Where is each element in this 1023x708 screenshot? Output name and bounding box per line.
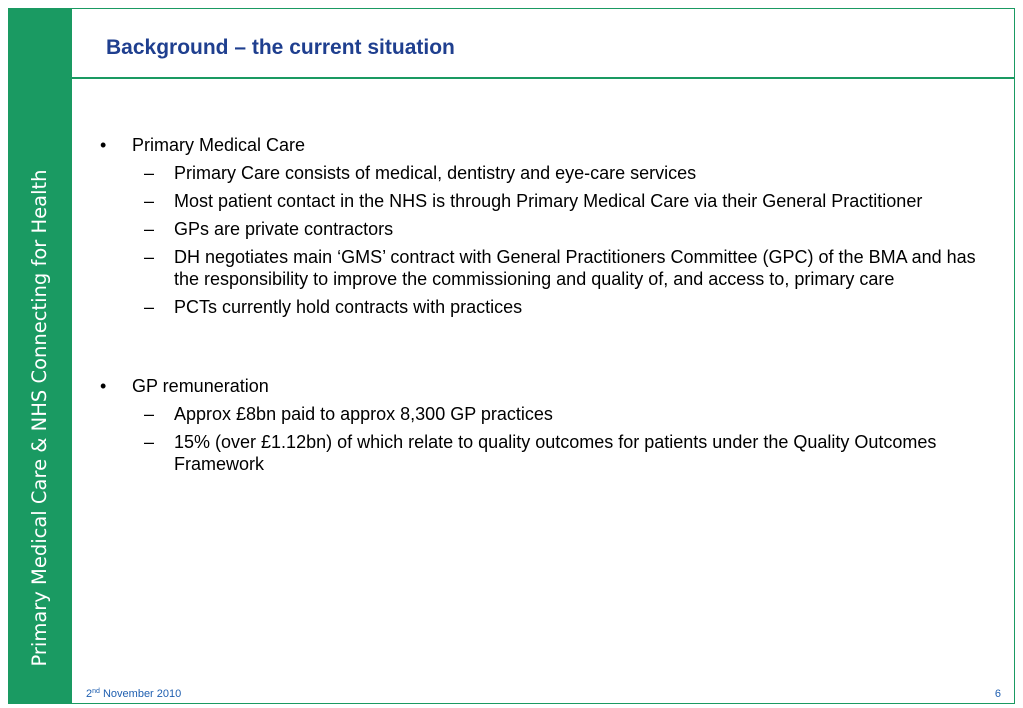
dash-marker: – [144,432,155,452]
bullet-list [100,134,1000,475]
dash-marker: – [144,163,155,183]
title-divider [72,77,1015,79]
dash-marker: – [144,297,155,317]
bullet-marker: • [100,135,107,155]
sub-bullet-item [100,218,1000,240]
page-number: 6 [994,688,1001,700]
sub-bullet-item [100,403,1000,425]
sub-bullet-item [100,296,1000,318]
sidebar-label: Primary Medical Care & NHS Connecting for Health [28,169,51,667]
footer-date [86,688,181,700]
list-spacer [100,318,1000,375]
dash-marker: – [144,247,155,267]
sub-bullet-text: 15% (over £1.12bn) of which relate to quality outcomes for patients under the Quality Outcomes Framework [174,432,937,474]
sub-bullet-text: GPs are private contractors [174,219,394,239]
sub-bullet-item [100,190,1000,212]
bullet-marker: • [100,376,107,396]
page-title: Background – the current situation [106,36,455,59]
sub-bullet-item [100,246,1000,290]
sub-bullet-text: DH negotiates main ‘GMS’ contract with General Practitioners Committee (GPC) of the BMA and has the responsibility to improve the commissioning and quality of, and access to, primary care [174,247,976,289]
bullet-text: GP remuneration [132,376,269,396]
sub-bullet-text: Most patient contact in the NHS is through Primary Medical Care via their General Practitioner [174,191,923,211]
bullet-item [100,134,1000,156]
sub-bullet-text: Primary Care consists of medical, dentistry and eye-care services [174,163,697,183]
date-suffix: nd [92,688,100,695]
bullet-item [100,375,1000,397]
sub-bullet-item [100,162,1000,184]
date-day: 2 [86,688,93,700]
sub-bullet-item [100,431,1000,475]
dash-marker: – [144,219,155,239]
dash-marker: – [144,191,155,211]
sub-bullet-text: Approx £8bn paid to approx 8,300 GP practices [174,404,553,424]
dash-marker: – [144,404,155,424]
date-rest: November 2010 [99,688,182,700]
bullet-text: Primary Medical Care [132,135,306,155]
sub-bullet-text: PCTs currently hold contracts with practices [174,297,523,317]
